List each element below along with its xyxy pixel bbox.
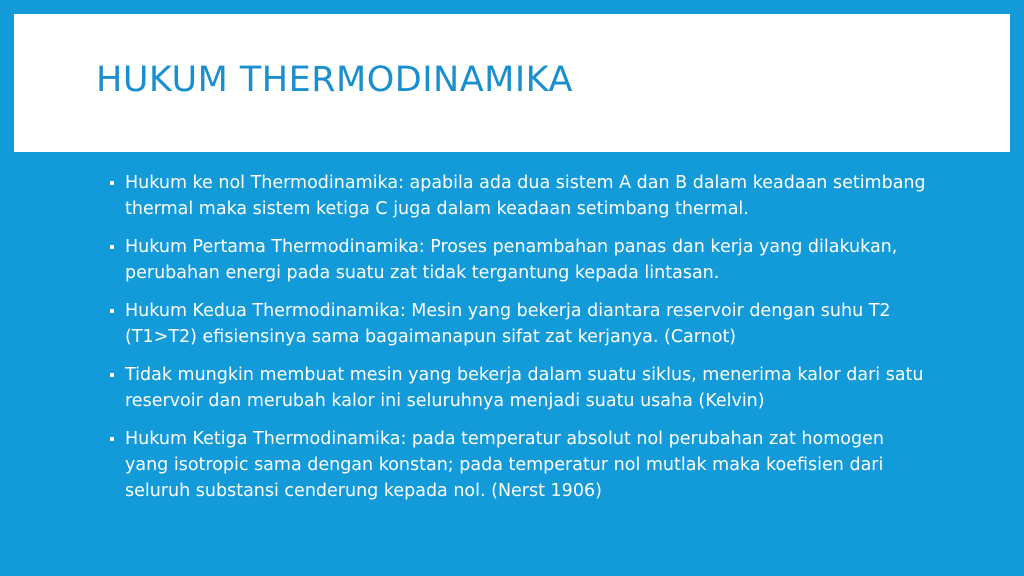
bullet-marker-icon — [110, 181, 114, 185]
bullet-marker-icon — [110, 437, 114, 441]
bullet-text: Hukum Pertama Thermodinamika: Proses penambahan panas dan kerja yang dilakukan, perubahan energi pada suatu zat tidak tergantung kepada lintasan. — [125, 237, 898, 283]
bullet-marker-icon — [110, 309, 114, 313]
bullet-text: Hukum Ketiga Thermodinamika: pada temperatur absolut nol perubahan zat homogen yang isotropic sama dengan konstan; pada temperatur nol mutlak maka koefisien dari seluruh substansi cenderung kepada nol. (Nerst 1906) — [125, 429, 884, 501]
bullet-item — [110, 426, 930, 504]
bullet-text: Hukum ke nol Thermodinamika: apabila ada dua sistem A dan B dalam keadaan setimbang thermal maka sistem ketiga C juga dalam keadaan setimbang thermal. — [125, 173, 926, 219]
bullet-item — [110, 362, 930, 414]
bullet-item — [110, 234, 930, 286]
bullet-item — [110, 170, 930, 222]
bullet-item — [110, 298, 930, 350]
bullet-marker-icon — [110, 245, 114, 249]
bullet-marker-icon — [110, 373, 114, 377]
bullet-list — [110, 170, 930, 516]
bullet-text: Tidak mungkin membuat mesin yang bekerja dalam suatu siklus, menerima kalor dari satu reservoir dan merubah kalor ini seluruhnya menjadi suatu usaha (Kelvin) — [125, 365, 924, 411]
bullet-text: Hukum Kedua Thermodinamika: Mesin yang bekerja diantara reservoir dengan suhu T2 (T1>T2) efisiensinya sama bagaimanapun sifat zat kerjanya. (Carnot) — [125, 301, 891, 347]
slide-title: HUKUM THERMODINAMIKA — [96, 60, 573, 100]
